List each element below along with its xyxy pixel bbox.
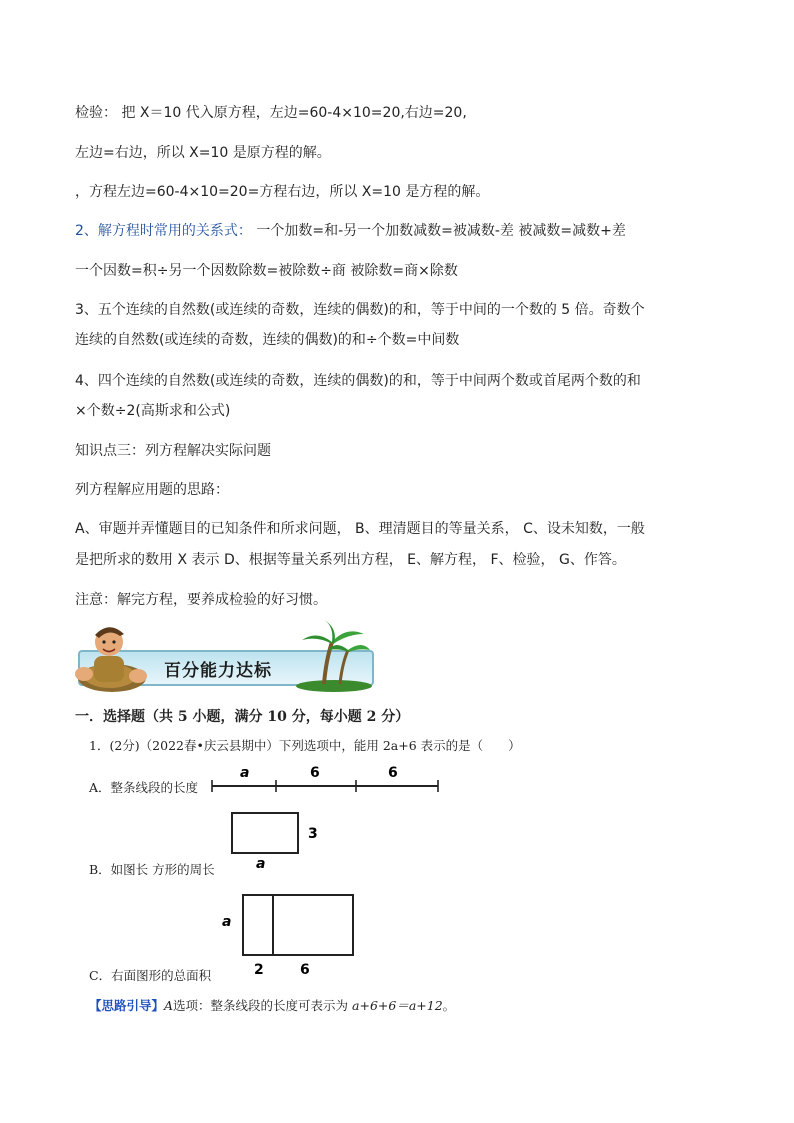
relations-number: 2、: [75, 223, 98, 239]
relations-rest: 一个加数=和-另一个加数减数=被减数-差 被减数=减数+差: [251, 223, 626, 239]
composite-height-label: a: [222, 914, 232, 930]
text-line-steps: A、审题并弄懂题目的已知条件和所求问题， B、理清题目的等量关系， C、设未知数，一般: [75, 521, 645, 537]
hint-text: 选项：整条线段的长度可表示为: [173, 998, 353, 1013]
figure-b-rectangle: [228, 810, 338, 872]
man-illustration-icon: [75, 627, 147, 692]
composite-left-label: 2: [254, 962, 264, 978]
text-line-relations: [75, 222, 626, 240]
choice-section-title: 一．选择题（共 5 小题，满分 10 分，每小题 2 分）: [75, 709, 410, 725]
rectangle-shape: [232, 813, 298, 853]
figure-a-segment: [210, 762, 450, 796]
question-stem: 1．(2分)（2022春•庆云县期中）下列选项中，能用 2a+6 表示的是（ ）: [89, 738, 521, 753]
text-line-check: 检验： 把 X＝10 代入原方程，左边=60-4×10=20,右边=20,: [75, 105, 467, 121]
palm-tree-icon: [296, 620, 372, 692]
text-line-summary: ，方程左边=60-4×10=20=方程右边，所以 X=10 是方程的解。: [75, 184, 490, 200]
hint-tag: 【思路引导】: [89, 998, 165, 1013]
hint-expression: a+6+6＝a+12: [352, 998, 443, 1013]
text-line-conclusion: 左边=右边，所以 X=10 是原方程的解。: [75, 145, 331, 161]
text-line-steps-2: 是把所求的数用 X 表示 D、根据等量关系列出方程， E、解方程， F、检验， G、作答。: [75, 552, 626, 568]
rectangle-height-label: 3: [308, 826, 318, 842]
text-line-four-consecutive: 4、四个连续的自然数(或连续的奇数，连续的偶数)的和，等于中间两个数或首尾两个数的和: [75, 373, 641, 389]
hint-end: 。: [442, 998, 456, 1013]
option-c-label: C．右面图形的总面积: [89, 968, 212, 983]
composite-right-label: 6: [300, 962, 310, 978]
option-a-label: A．整条线段的长度: [89, 780, 199, 795]
segment-label-a: a: [240, 765, 250, 781]
text-line-four-consecutive-2: ×个数÷2(高斯求和公式): [75, 403, 231, 419]
hint-line: [89, 996, 455, 1014]
text-line-multiplication: 一个因数=积÷另一个因数除数=被除数÷商 被除数=商×除数: [75, 263, 458, 279]
section-banner: [72, 620, 372, 692]
banner-title: 百分能力达标: [164, 661, 272, 681]
relations-label: 解方程时常用的关系式：: [97, 223, 252, 239]
segment-label-6-first: 6: [310, 765, 320, 781]
knowledge-point-title: 知识点三：列方程解决实际问题: [75, 443, 271, 459]
text-line-five-consecutive-2: 连续的自然数(或连续的奇数，连续的偶数)的和÷个数=中间数: [75, 332, 460, 348]
composite-outer-rect: [243, 895, 353, 955]
hint-option-letter: A: [164, 998, 174, 1013]
rectangle-width-label: a: [256, 856, 266, 872]
figure-c-composite-rectangle: [218, 890, 368, 980]
solution-approach-title: 列方程解应用题的思路：: [75, 482, 229, 498]
text-line-five-consecutive: 3、五个连续的自然数(或连续的奇数，连续的偶数)的和，等于中间的一个数的 5 倍。奇数个: [75, 302, 645, 318]
segment-label-6-second: 6: [388, 765, 398, 781]
text-line-note: 注意：解完方程，要养成检验的好习惯。: [75, 592, 327, 608]
option-b-label: B．如图长 方形的周长: [89, 862, 215, 877]
